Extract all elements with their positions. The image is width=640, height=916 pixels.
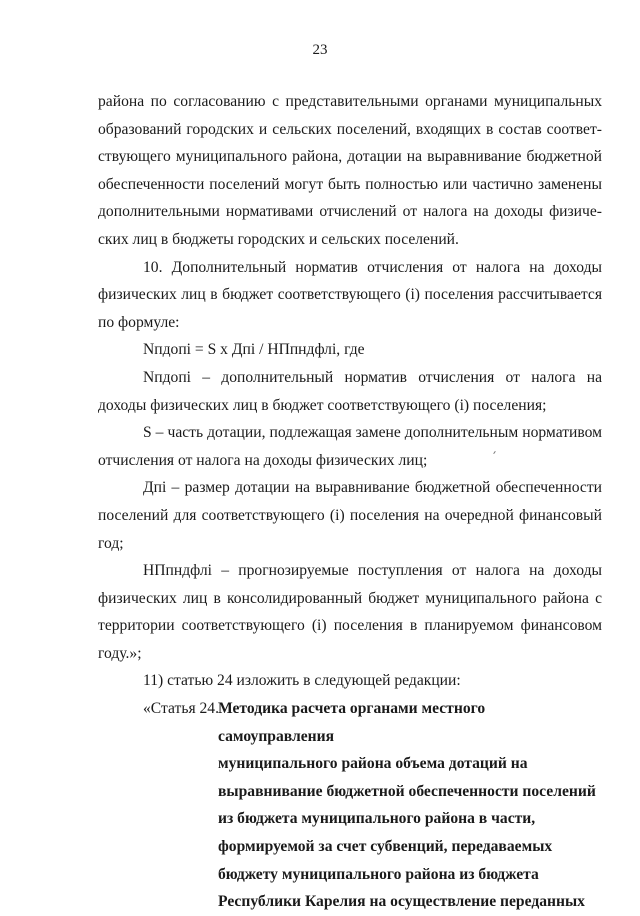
paragraph-dotation-replacement: района по согласованию с представительными органами муниципальных образований городских и сельских поселений, входящих в состав соответствующего муниципального района, дотации на выравнивание бюджетной обеспеченности поселений могут быть полностью или частично заменены дополнительными нормативами отчислений от налога на доходы физических лиц в бюджеты городских и сельских поселений. — [98, 93, 602, 248]
page-number: 23 — [312, 42, 328, 58]
article-number: «Статья 24. — [143, 700, 220, 718]
article-title-line: муниципального района объема дотаций на — [218, 755, 528, 773]
article-title-line: выравнивание бюджетной обеспеченности поселений — [218, 782, 596, 800]
definition-npndfl: НПпндфлi – прогнозируемые поступления от налога на доходы физических лиц в консолидированный бюджет муниципального района с территории соответствующего (i) поселения в планируемом финансовом году.»; — [98, 562, 602, 662]
paragraph-item-10: 10. Дополнительный норматив отчисления от налога на доходы физических лиц в бюджет соответствующего (i) поселения рассчитывается по формуле: — [98, 258, 602, 331]
article-title-line: формируемой за счет субвенций, передаваемых — [218, 838, 553, 856]
definition-dp: Дпi – размер дотации на выравнивание бюджетной обеспеченности поселений для соответствующего (i) поселения на очередной финансовый год; — [98, 479, 602, 552]
article-title — [218, 695, 602, 916]
formula-line: Nпдопi = S x Дпi / НПпндфлi, где — [143, 341, 365, 359]
article-title-line: из бюджета муниципального района в части, — [218, 810, 536, 828]
article-title-line: Методика расчета органами местного самоуправления — [218, 700, 486, 745]
article-title-line: Республики Карелия на осуществление переданных — [218, 893, 585, 911]
article-24-heading — [98, 695, 602, 916]
paragraph-item-11: 11) статью 24 изложить в следующей редакции: — [143, 672, 461, 690]
definition-s: S – часть дотации, подлежащая замене дополнительным нормативом отчисления от налога на доходы физических лиц; — [98, 424, 602, 469]
article-title-line: бюджету муниципального района из бюджета — [218, 865, 539, 883]
definition-npdop: Nпдопi – дополнительный норматив отчисления от налога на доходы физических лиц в бюджет соответствующего (i) поселения; — [98, 368, 602, 414]
document-body — [98, 88, 602, 916]
